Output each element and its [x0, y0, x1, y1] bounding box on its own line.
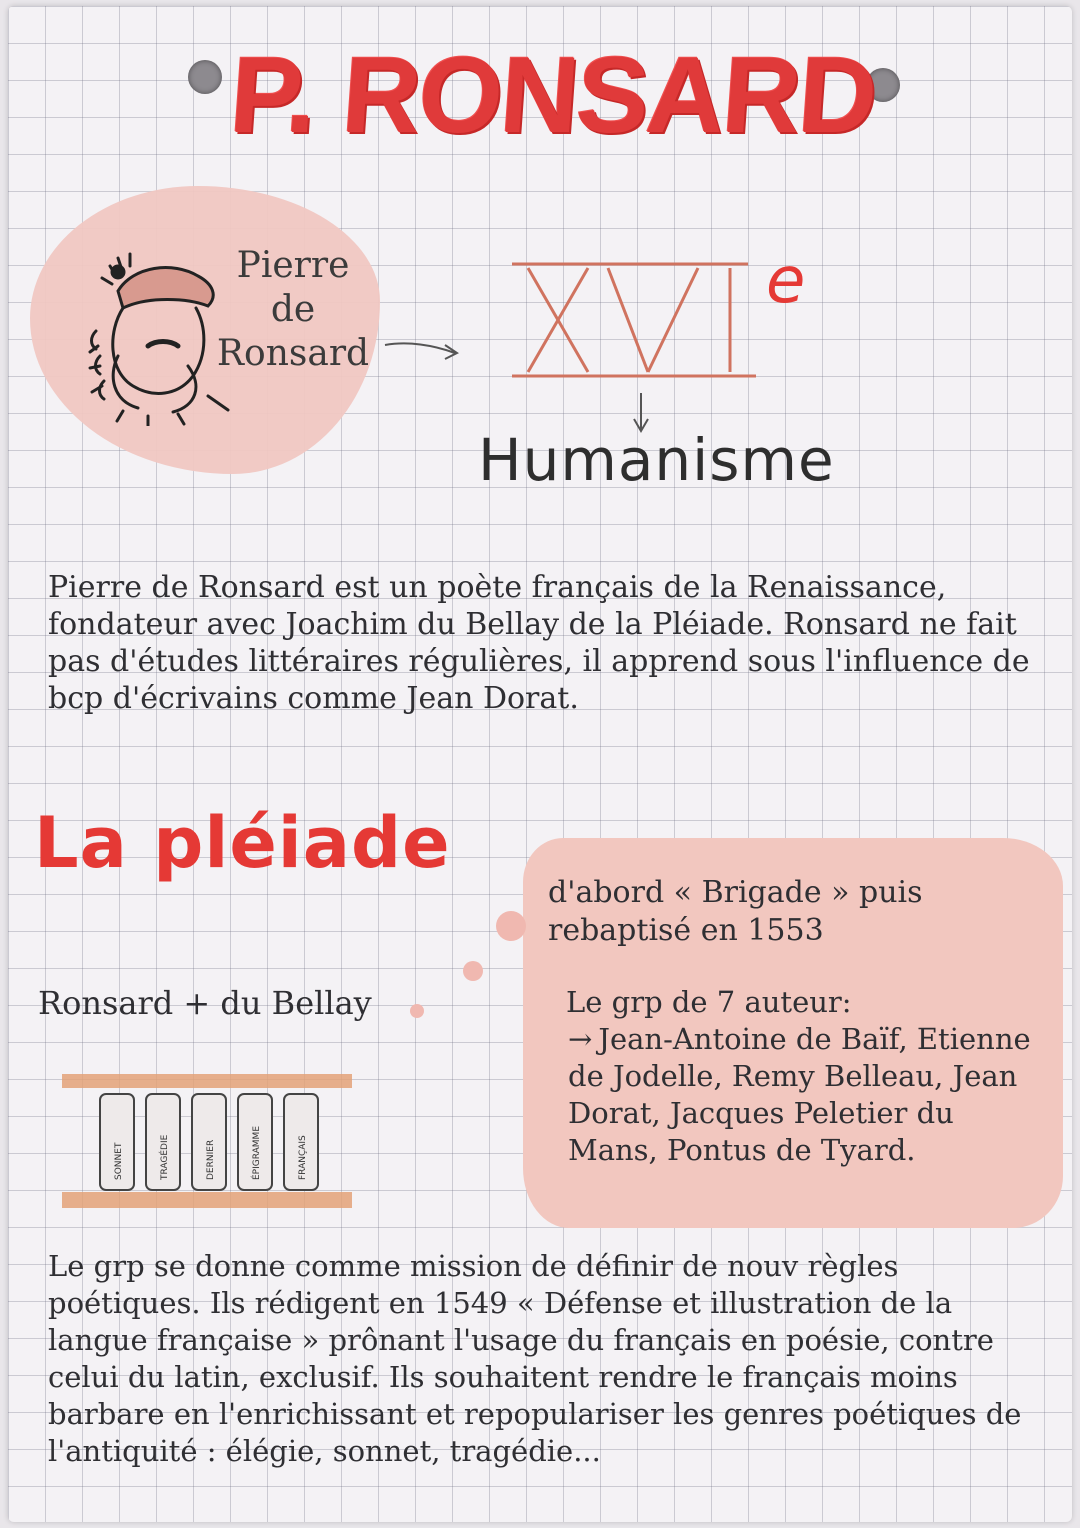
group-heading: Le grp de 7 auteur:: [566, 985, 852, 1019]
pillar-label: DERNIER: [206, 1139, 216, 1180]
founders-label: Ronsard + du Bellay: [38, 984, 372, 1022]
notebook-page: [8, 6, 1072, 1522]
intro-paragraph: Pierre de Ronsard est un poète français de la Renaissance, fondateur avec Joachim du Bellay de la Pléiade. Ronsard ne fait pas d'études littéraires régulières, il apprend sous l'influence de bcp d'écrivains comme Jean Dorat.: [48, 570, 1030, 716]
group-members: Jean-Antoine de Baïf, Etienne de Jodelle, Remy Belleau, Jean Dorat, Jacques Peletier du Mans, Pontus de Tyard.: [568, 1022, 1031, 1167]
arrow-right-icon: [383, 331, 463, 371]
pillar-label: TRAGÉDIE: [160, 1134, 170, 1180]
pillar-label: SONNET: [114, 1142, 124, 1180]
group-members-row: [548, 1021, 1048, 1169]
movement-label: Humanisme: [478, 426, 835, 494]
caption-line-1: Pierre: [236, 245, 350, 286]
bubble-dot-medium: [463, 961, 483, 981]
bubble-dot-large: [496, 911, 526, 941]
pillar-label: FRANÇAIS: [298, 1135, 308, 1180]
portrait-caption: [213, 244, 373, 376]
caption-line-2: de: [270, 289, 316, 330]
punch-hole-left: [188, 60, 222, 94]
page-title: P. RONSARD: [226, 33, 880, 155]
caption-line-3: Ronsard: [216, 333, 370, 374]
mission-paragraph: Le grp se donne comme mission de définir de nouv règles poétiques. Ils rédigent en 1549 « Défense et illustration de la langue française » prônant l'usage du français en poésie, contre celui du latin, exclusif. Ils souhaitent rendre le français moins barbare en l'enrichissant et repopulariser les genres poétiques de l'antiquité : élégie, sonnet, tragédie...: [48, 1249, 1022, 1468]
pillar-label: ÉPIGRAMME: [252, 1125, 262, 1180]
century-suffix: e: [766, 256, 806, 318]
century-numeral: [508, 256, 848, 386]
section-heading: La pléiade: [34, 802, 451, 884]
bubble-group: [548, 984, 1048, 1169]
arrow-bullet-icon: →: [568, 1022, 593, 1056]
bubble-dot-small: [410, 1004, 424, 1018]
temple-pillars-drawing: [60, 1068, 360, 1218]
bubble-origin: d'abord « Brigade » puis rebaptisé en 1553: [548, 875, 923, 948]
